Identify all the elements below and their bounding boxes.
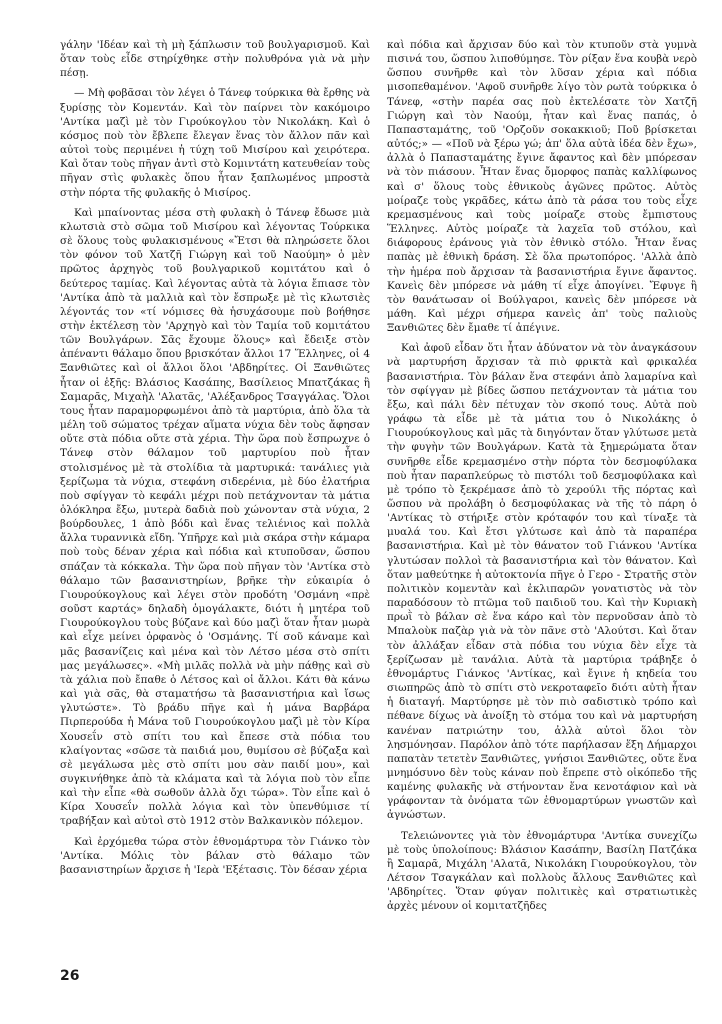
paragraph: — Μὴ φοβᾶσαι τὸν λέγει ὁ Τάνεφ τούρκικα θὰ ἔρθης νὰ ξυρίσῃς τὸν Κομεντάν. Καὶ τὸν παίρνει τὸν κακόμοιρο 'Αντίκα μαζὶ μὲ τὸν Γιρούκογλου τὸν Νικολάκη. Καὶ ὁ κόσμος ποὺ τὸν ἔβλεπε ἔλεγαν ἕνας τὸν ἄλλον πᾶν καὶ αὐτοὶ τοὺς περιμένει ἡ τύχη τοῦ Μισίρου καὶ χειρότερα. Καὶ ὅταν τοὺς πῆγαν ἀντὶ στὸ Κομιντάτη κατευθείαν τοὺς πῆγαν στὶς φυλακὲς ὅπου ἦταν ξαπλωμένος μπροστὰ στὴν πόρτα τῆς φυλακῆς ὁ Μισίρος. <box>60 87 370 199</box>
left-column <box>60 38 370 928</box>
paragraph: Τελειώνοντες γιὰ τὸν ἐθνομάρτυρα 'Αντίκα συνεχίζω μὲ τοὺς ὑπολοίπους: Βλάσιον Κασάπην, Βασίλη Πατζάκα ἢ Σαμαρᾶ, Μιχάλη 'Αλατᾶ, Νικολάκη Γιουρούκογλου, τὸν Λέτσον Τσαγκάλαν καὶ πολλοὺς ἄλλους Ξανθιῶτες καὶ 'Αβδηρίτες. Ὅταν φύγαν πολιτικὲς καὶ στρατιωτικὲς ἀρχὲς μένουν οἱ κομιτατζῆδες <box>387 829 697 913</box>
right-column <box>387 38 697 978</box>
paragraph: Καὶ μπαίνοντας μέσα στὴ φυλακὴ ὁ Τάνεφ ἔδωσε μιὰ κλωτσιὰ στὸ σῶμα τοῦ Μισίρου καὶ λέγοντας Τούρκικα σὲ ὅλους τοὺς φυλακισμένους «Ἔτσι θὰ πληρώσετε ὅλοι τὸν φόνον τοῦ Χατζῆ Γιώργη καὶ τοῦ Ναούμη» ὁ μὲν πρῶτος ἀρχηγὸς τοῦ βουλγαρικοῦ κομιτάτου καὶ ὁ δεύτερος ταμίας. Καὶ λέγοντας αὐτὰ τὰ λόγια ἔπιασε τὸν 'Αντίκα ἀπὸ τὰ μαλλιὰ καὶ τὸν ἔσπρωξε μὲ τὶς κλωτσιὲς λέγοντάς τον «τί νόμισες θὰ ἡσυχάσουμε ποὺ βοήθησε στὴν ἐκτέλεσῃ τὸν 'Αρχηγὸ καὶ τὸν Ταμία τοῦ κομιτάτου τῶν Βουλγάρων. Σᾶς ἔχουμε ὅλους» καὶ ἔδειξε στὸν ἀπέναντι θάλαμο ὅπου βρισκόταν ἄλλοι 17 Ἕλληνες, οἱ 4 Ξανθιῶτες καὶ οἱ ἄλλοι ὅλοι 'Αβδηρίτες. Οἱ Ξανθιῶτες ἦταν οἱ ἑξῆς: Βλάσιος Κασάπης, Βασίλειος Μπατζάκας ἢ Σαμαρᾶς, Μιχαὴλ 'Αλατᾶς, 'Αλέξανδρος Τσαγγάλας. Ὅλοι τους ἦταν παραμορφωμένοι ἀπὸ τὰ μαρτύρια, ἀπὸ ὅλα τὰ μέλη τοῦ σώματος τρέχαν αἵματα νύχια δὲν τοὺς ἄφησαν οὔτε στὰ πόδια οὔτε στὰ χέρια. Τὴν ὥρα ποὺ ἔσπρωχνε ὁ Τάνεφ στὸν θάλαμον τοῦ μαρτυρίου ποὺ ἦταν στολισμένος μὲ τὰ στολίδια τὰ μαρτυρικά: τανάλιες γιὰ ξερίζωμα τὰ νύχια, στεφάνη σιδερένια, μὲ δύο ἐλατήρια ποὺ σφίγγαν τὸ κεφάλι μέχρι ποὺ πετάχνονταν τὰ μάτια ὁλόκληρα ἔξω, μυτερὰ δαδιὰ ποὺ χώνονταν στὰ νύχια, 2 βούρδουλες, 1 ἀπὸ βόδι καὶ ἕνας τελιένιος καὶ πολλὰ ἄλλα τυραννικὰ εἴδη. Ὑπῆρχε καὶ μιὰ σκάρα στὴν κάμαρα ποὺ τοὺς δέναν χέρια καὶ πόδια καὶ κτυποῦσαν, ὥσπου σπάζαν τὰ κόκκαλα. Τὴν ὥρα ποὺ πῆγαν τὸν 'Αντίκα στὸ θάλαμο τῶν βασανιστηρίων, βρῆκε τὴν εὐκαιρία ὁ Γιουρούκογλους καὶ λέγει στὸν προδότη 'Οσμάνη «πρὲ σοῦστ καρτάς» δηλαδὴ ὁμογάλακτε, διότι ἡ μητέρα τοῦ Γιουρούκογλου τοὺς βύζανε καὶ δύο μαζὶ ὅταν ἦταν μωρὰ καὶ εἶχε μείνει ὀρφανὸς ὁ 'Οσμάνης. Τί σοῦ κάναμε καὶ μᾶς βασανίζεις καὶ μένα καὶ τὸν Λέτσο μέσα στὸ σπίτι μας μεγάλωσες». «Μὴ μιλᾶς πολλὰ νὰ μὴν πάθῃς καὶ σὺ τὰ χάλια ποὺ ἔπαθε ὁ Λέτσος καὶ οἱ ἄλλοι. Κάτι θὰ κάνω καὶ γιὰ σᾶς, θὰ σταματήσω τὰ βασανιστήρια καὶ ἴσως γλυτώστε». Τὸ βράδυ πῆγε καὶ ἡ μάνα Βαρβάρα Πιρπερούδα ἡ Μάνα τοῦ Γιουρούκογλου μαζὶ μὲ τὸν Κίρα Χουσεΐν στὸ σπίτι του καὶ ἔπεσε στὰ πόδια του κλαίγοντας «σῶσε τὰ παιδιά μου, θυμίσου σὲ βύζαξα καὶ σὲ μεγάλωσα μὲς στὸ σπίτι μου σὰν παιδί μου», καὶ συγκινήθηκε ἀπὸ τὰ κλάματα καὶ τὰ λόγια ποὺ τὸν εἶπε καὶ τὴν εἶπε «θὰ σωθοῦν ἀλλὰ ὄχι τώρα». Τὸν εἶπε καὶ ὁ Κίρα Χουσεΐν πολλὰ λόγια καὶ τὸν ὑπενθύμισε τί τραβήξαν καὶ αὐτοὶ στὸ 1912 στὸν Βαλκανικὸν πόλεμον. <box>60 206 370 828</box>
paragraph: Καὶ ἐρχόμεθα τώρα στὸν ἐθνομάρτυρα τὸν Γιάνκο τὸν 'Αντίκα. Μόλις τὸν βάλαν στὸ θάλαμο τῶν βασανιστηρίων ἄρχισε ἡ 'Ιερὰ 'Εξέτασις. Τὸν δέσαν χέρια <box>60 835 370 876</box>
page-number: 26 <box>60 968 80 984</box>
paragraph: Καὶ ἀφοῦ εἶδαν ὅτι ἦταν ἀδύνατον νὰ τὸν ἀναγκάσουν νὰ μαρτυρήση ἄρχισαν τὰ πιὸ φρικτὰ καὶ φρικαλέα βασανιστήρια. Τὸν βάλαν ἕνα στεφάνι ἀπὸ λαμαρίνα καὶ τὸν σφίγγαν μὲ βίδες ὥσπου πετάχνονταν τὰ μάτια του ἔξω, καὶ πάλι δὲν πέτυχαν τὸν σκοπό τους. Αὐτὰ ποὺ γράφω τὰ εἶδε μὲ τὰ μάτια του ὁ Νικολάκης ὁ Γιουρούκογλους καὶ μᾶς τὰ διηγόνταν ὅταν γλύτωσε μετὰ τὴν φυγὴν τῶν Βουλγάρων. Κατὰ τὰ ξημερώματα ὅταν συνῆρθε εἶδε κρεμασμένο στὴν πόρτα τὸν δεσμοφύλακα ποὺ ἦταν παραπλεύρως τὸ πιστόλι τοῦ δεσμοφύλακα καὶ μὲ τρόπο τὸ ξεκρέμασε ἀπὸ τὸ χερούλι τῆς πόρτας καὶ ὥσπου νὰ προλάβη ὁ δεσμοφύλακας νὰ τῆς τὸ πάρη ὁ 'Αντίκας τὸ στήριξε στὸν κρόταφόν του καὶ τίναξε τὰ μυαλά του. Καὶ ἔτσι γλύτωσε καὶ ἀπὸ τὰ παραπέρα βασανιστήρια. Καὶ μὲ τὸν θάνατον τοῦ Γιάνκου 'Αντίκα γλυτώσαν πολλοὶ τὰ βασανιστήρια καὶ τὸν θάνατον. Καὶ ὅταν μαθεύτηκε ἡ αὐτοκτονία πῆγε ὁ Γερο - Στρατῆς στὸν πολιτικὸν κομεντὰν καὶ ἐκλιπαρῶν γονατιστὸς νὰ τὸν παραδόσουν τὸ πτῶμα τοῦ παιδιοῦ του. Καὶ τὴν Κυριακὴ πρωῒ τὸ βάλαν σὲ ἕνα κάρο καὶ τὸν περνοῦσαν ἀπὸ τὸ Μπαλοὺκ παζὰρ γιὰ νὰ τὸν πᾶνε στὸ 'Αλούτσι. Καὶ ὅταν τὸν ἀλλάξαν εἶδαν στὰ πόδια του νύχια δὲν εἶχε τὰ ξερίζωσαν μὲ τανάλια. Αὐτὰ τὰ μαρτύρια τράβηξε ὁ ἐθνομάρτυς Γιάνκος 'Αντίκας, καὶ ἔγινε ἡ κηδεία του σιωπηρῶς ἀπὸ τὸ σπίτι στὸ νεκροταφεῖο διότι αὐτὴ ἦταν ἡ διαταγή. Μαρτύρησε μὲ τὸν πιὸ σαδιστικὸ τρόπο καὶ πέθανε δίχως νὰ ἀνοίξη τὸ στόμα του καὶ νὰ μαρτυρήση κανέναν πατριώτην του, ἀλλὰ αὐτοὶ ὅλοι τὸν λησμόνησαν. Παρόλον ἀπὸ τότε παρήλασαν ἕξη Δήμαρχοι παπατὰν τετετὲν Ξανθιῶτες, γνήσιοι Ξανθιῶτες, οὔτε ἕνα μνημόσυνο δὲν τοὺς κάναν ποὺ ἔπρεπε στὸ οἰκόπεδο τῆς καμένης φυλακῆς νὰ στήνονταν ἕνα κενοτάφιον καὶ νὰ γράφονταν τὰ ὀνόματα τῶν ἐθνομαρτύρων γνωστῶν καὶ ἀγνώστων. <box>387 342 697 822</box>
paragraph: καὶ πόδια καὶ ἄρχισαν δύο καὶ τὸν κτυποῦν στὰ γυμνὰ πισινά του, ὥσπου λιποθύμησε. Τὸν ρίξαν ἕνα κουβὰ νερὸ ὥσπου συνῆρθε καὶ τὸν λῦσαν χέρια καὶ πόδια μισοπεθαμένον. 'Αφοῦ συνῆρθε λίγο τὸν ρωτὰ τούρκικα ὁ Τάνεφ, «στὴν παρέα σας ποὺ ἐκτελέσατε τὸν Χατζῆ Γιώργη καὶ τὸν Ναούμ, ἦταν καὶ ἕνας παπάς, ὁ Παπασταμάτης, τοῦ 'Ορζοῦν σοκακκιοῦ; Ποῦ βρίσκεται αὐτός;» — «Ποῦ νὰ ξέρω γώ; ἀπ' ὅλα αὐτὰ ἰδέα δὲν ἔχω», ἀλλὰ ὁ Παπασταμάτης ἔγινε ἄφαντος καὶ δὲν μπόρεσαν νὰ τὸν πιάσουν. Ἦταν ἕνας ὄμορφος παπὰς καλλίφωνος καὶ σ' ὅλους τοὺς ἐθνικοὺς ἀγῶνες πρῶτος. Αὐτὸς μοίραζε τοὺς γκρᾶδες, κάτω ἀπὸ τὰ ράσα του τοὺς εἶχε κρεμασμένους καὶ τοὺς μοίραζε στοὺς ἔμπιστους Ἕλληνες. Αὐτὸς μοίραζε τὰ λαχεῖα τοῦ στόλου, καὶ διάφορους ἐράνους γιὰ τὸν ἐθνικὸ στόλο. Ἦταν ἕνας παπὰς μὲ ἐθνικὴ δράση. Σὲ ὅλα πρωτοπόρος. 'Αλλὰ ἀπὸ τὴν ἡμέρα ποὺ ἄρχισαν τὰ βασανιστήρια ἔγινε ἄφαντος. Κανεὶς δὲν μπόρεσε νὰ μάθη τί εἶχε ἀπογίνει. Ἔφυγε ἢ τὸν θανάτωσαν οἱ Βούλγαροι, κανεὶς δὲν μπόρεσε νὰ μάθη. Καὶ μέχρι σήμερα κανεὶς ἀπ' τοὺς παλιοὺς Ξανθιῶτες δὲν ἔμαθε τί ἀπέγινε. <box>387 39 697 335</box>
paragraph: γάλην 'Ιδέαν καὶ τὴ μὴ ξάπλωσιν τοῦ βουλγαρισμοῦ. Καὶ ὅταν τοὺς εἶδε στηρίχθηκε στὴν πολυθρόνα γιὰ νὰ μὴν πέσῃ. <box>60 39 370 80</box>
